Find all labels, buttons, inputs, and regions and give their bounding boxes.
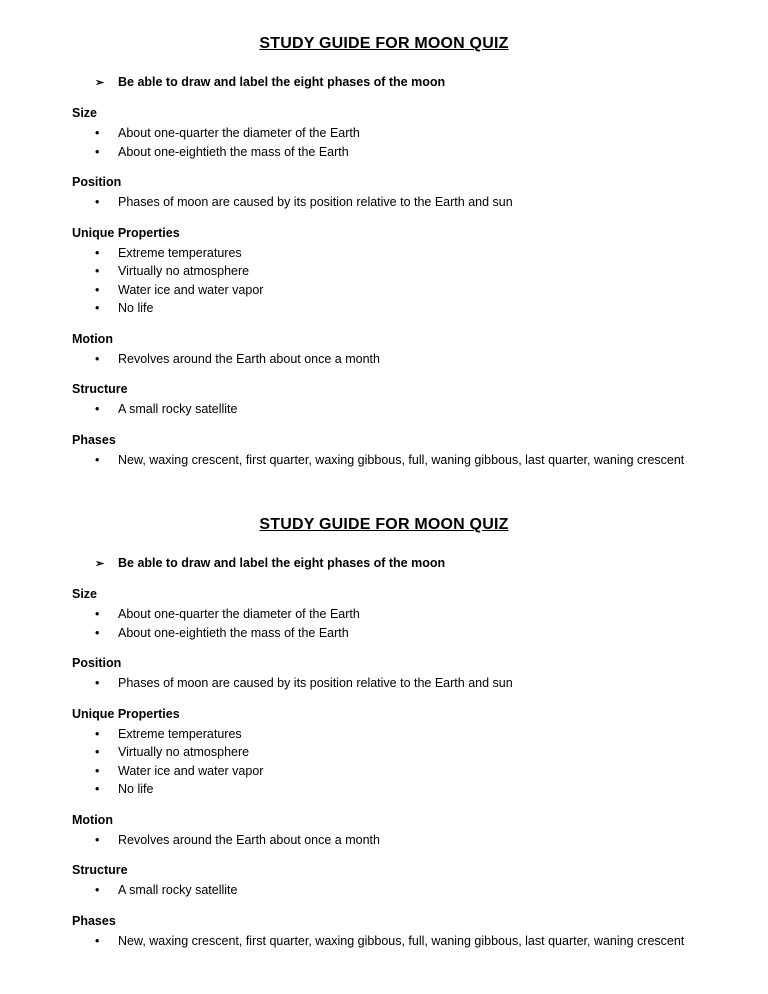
bullet-icon: • [95,351,100,366]
list-item-text: Revolves around the Earth about once a month [118,832,380,847]
list-item [72,674,696,693]
lead-instruction-text: Be able to draw and label the eight phases of the moon [118,75,446,89]
list-item [72,605,696,624]
list-item [72,281,696,300]
section-items [72,831,696,850]
bullet-icon: • [95,933,100,948]
section [72,655,696,693]
list-item [72,244,696,263]
bullet-icon: • [95,452,100,467]
bullet-icon: • [95,625,100,640]
bullet-icon: • [95,144,100,159]
bullet-icon: • [95,676,100,690]
section [72,586,696,642]
section [72,105,696,161]
list-item [72,743,696,762]
list-item-text: No life [118,782,154,796]
section-items [72,193,696,212]
list-item [72,831,696,850]
lead-instruction [72,73,696,92]
bullet-icon: • [95,883,100,897]
bullet-icon: • [95,745,100,759]
section-heading: Unique Properties [72,225,180,240]
bullet-icon: • [95,726,100,741]
list-item-text: Revolves around the Earth about once a month [118,351,380,366]
section [72,862,696,900]
section-heading: Size [72,587,98,601]
list-item [72,193,696,212]
bullet-icon: • [95,782,100,796]
list-item-text: A small rocky satellite [118,402,238,416]
section-items [72,451,696,470]
bullet-icon: • [95,282,100,297]
section [72,706,696,799]
section-heading: Phases [72,913,116,928]
section-heading: Motion [72,812,113,827]
bullet-icon: • [95,763,100,778]
bullet-icon: • [95,301,100,315]
arrow-bullet-icon: ➢ [95,558,105,570]
bullet-icon: • [95,607,100,621]
list-item-text: About one-eightieth the mass of the Earth [118,625,349,640]
document-title: STUDY GUIDE FOR MOON QUIZ [259,35,509,52]
list-item-text: Virtually no atmosphere [118,745,250,759]
list-item [72,780,696,799]
section-heading: Phases [72,432,116,447]
list-item-text: Extreme temperatures [118,245,242,260]
section [72,381,696,419]
list-item-text: Water ice and water vapor [118,763,264,778]
arrow-bullet-icon: ➢ [95,77,105,89]
bullet-icon: • [95,832,100,847]
section-heading: Size [72,106,98,120]
sections [72,105,696,469]
sections [72,586,696,950]
section [72,225,696,318]
lead-instruction [72,554,696,573]
list-item [72,451,696,470]
list-item [72,624,696,643]
list-item [72,400,696,419]
list-item-text: Water ice and water vapor [118,282,264,297]
list-item-text: Extreme temperatures [118,726,242,741]
list-item-text: About one-quarter the diameter of the Earth [118,126,360,140]
bullet-icon: • [95,195,100,209]
section-items [72,124,696,161]
list-item-text: Phases of moon are caused by its position relative to the Earth and sun [118,195,513,209]
list-item [72,762,696,781]
list-item [72,881,696,900]
section-heading: Position [72,175,122,189]
lead-instruction-text: Be able to draw and label the eight phases of the moon [118,556,446,570]
list-item [72,299,696,318]
section-items [72,725,696,799]
section-items [72,350,696,369]
list-item-text: Phases of moon are caused by its position relative to the Earth and sun [118,676,513,690]
list-item [72,725,696,744]
section-items [72,244,696,318]
list-item-text: About one-eightieth the mass of the Earth [118,144,349,159]
study-guide-copy [72,34,696,469]
list-item [72,124,696,143]
section [72,913,696,951]
section [72,331,696,369]
section-items [72,674,696,693]
section [72,174,696,212]
document-title: STUDY GUIDE FOR MOON QUIZ [259,516,509,533]
section-items [72,932,696,951]
list-item [72,932,696,951]
list-item [72,350,696,369]
list-item-text: About one-quarter the diameter of the Earth [118,607,360,621]
list-item-text: No life [118,301,154,315]
list-item [72,143,696,162]
section-heading: Unique Properties [72,706,180,721]
section-items [72,400,696,419]
section [72,812,696,850]
section-items [72,881,696,900]
bullet-icon: • [95,126,100,140]
bullet-icon: • [95,264,100,278]
list-item-text: A small rocky satellite [118,883,238,897]
section-items [72,605,696,642]
bullet-icon: • [95,245,100,260]
section-heading: Structure [72,382,128,396]
study-guide-copy [72,515,696,950]
section-heading: Motion [72,331,113,346]
list-item-text: New, waxing crescent, first quarter, waxing gibbous, full, waning gibbous, last quarter, waning crescent [118,933,685,948]
bullet-icon: • [95,402,100,416]
section [72,432,696,470]
list-item-text: New, waxing crescent, first quarter, waxing gibbous, full, waning gibbous, last quarter, waning crescent [118,452,685,467]
list-item-text: Virtually no atmosphere [118,264,250,278]
section-heading: Structure [72,863,128,877]
list-item [72,262,696,281]
section-heading: Position [72,656,122,670]
